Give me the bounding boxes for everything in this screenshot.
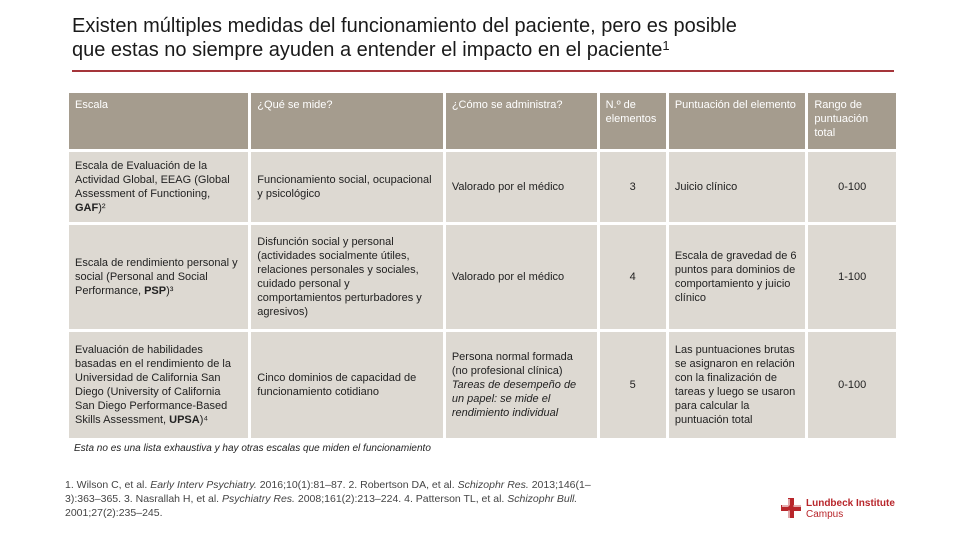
cell-como-se-administra: Persona normal formada (no profesional clínica) Tareas de desempeño de un papel: se mide el rendimiento individual — [446, 332, 597, 438]
cell-que-se-mide: Disfunción social y personal (actividades socialmente útiles, relaciones personales y sociales, cuidado personal y comportamientos perturbadores y agresivos) — [251, 225, 443, 329]
cell-escala: Evaluación de habilidades basadas en el rendimiento de la Universidad de California San Diego (University of California San Diego Performance-Based Skills Assessment, UPSA)⁴ — [69, 332, 248, 438]
cell-rango: 0-100 — [808, 332, 896, 438]
scales-table — [66, 90, 899, 441]
logo-text-line1: Lundbeck Institute — [806, 498, 895, 509]
header-como-se-administra: ¿Cómo se administra? — [446, 93, 597, 149]
cell-n-elementos: 4 — [600, 225, 666, 329]
header-puntuacion-elemento: Puntuación del elemento — [669, 93, 806, 149]
scale-abbreviation: PSP — [144, 285, 167, 297]
title-line-2: que estas no siempre ayuden a entender el impacto en el paciente — [72, 39, 663, 61]
cell-escala: Escala de rendimiento personal y social (Personal and Social Performance, PSP)³ — [69, 225, 248, 329]
cell-n-elementos: 5 — [600, 332, 666, 438]
header-rango: Rango de puntuación total — [808, 93, 896, 149]
header-que-se-mide: ¿Qué se mide? — [251, 93, 443, 149]
lundbeck-cross-logo-icon — [780, 497, 802, 519]
cell-puntuacion: Escala de gravedad de 6 puntos para dominios de comportamiento y juicio clínico — [669, 225, 806, 329]
cell-rango: 1-100 — [808, 225, 896, 329]
cell-escala: Escala de Evaluación de la Actividad Global, EEAG (Global Assessment of Functioning, GAF)² — [69, 152, 248, 222]
header-escala: Escala — [69, 93, 248, 149]
logo-text-line2: Campus — [806, 509, 844, 520]
title-superscript: 1 — [662, 38, 670, 53]
cell-rango: 0-100 — [808, 152, 896, 222]
cell-que-se-mide: Funcionamiento social, ocupacional y psicológico — [251, 152, 443, 222]
administration-italic-note: Tareas de desempeño de un papel: se mide el rendimiento individual — [451, 379, 577, 419]
lundbeck-logo — [780, 497, 920, 521]
cell-como-se-administra: Valorado por el médico — [446, 225, 597, 329]
references: 1. Wilson C, et al. Early Interv Psychiatry. 2016;10(1):81–87. 2. Robertson DA, et al. Schizophr Res. 2013;146(1–3):363–365. 3. Nasrallah H, et al. Psychiatry Res. 2008;161(2):213–224. 4. Patterson TL, et al. Schizophr Bull. 2001;27(2):235–245. — [65, 479, 591, 519]
slide-title — [72, 14, 912, 62]
header-n-elementos: N.º de elementos — [600, 93, 666, 149]
table-footnote: Esta no es una lista exhaustiva y hay otras escalas que miden el funcionamiento — [74, 443, 431, 454]
cell-puntuacion: Las puntuaciones brutas se asignaron en relación con la finalización de tareas y luego se usaron para calcular la puntuación total — [669, 332, 806, 438]
cell-puntuacion: Juicio clínico — [669, 152, 806, 222]
table-row — [69, 332, 896, 438]
title-line-1: Existen múltiples medidas del funcionamiento del paciente, pero es posible — [72, 15, 737, 37]
table-row — [69, 152, 896, 222]
scale-abbreviation: UPSA — [169, 414, 200, 426]
cell-que-se-mide: Cinco dominios de capacidad de funcionamiento cotidiano — [251, 332, 443, 438]
title-divider — [72, 70, 894, 72]
scale-abbreviation: GAF — [75, 202, 99, 214]
cell-como-se-administra: Valorado por el médico — [446, 152, 597, 222]
table-header-row — [69, 93, 896, 149]
cell-n-elementos: 3 — [600, 152, 666, 222]
table-row — [69, 225, 896, 329]
